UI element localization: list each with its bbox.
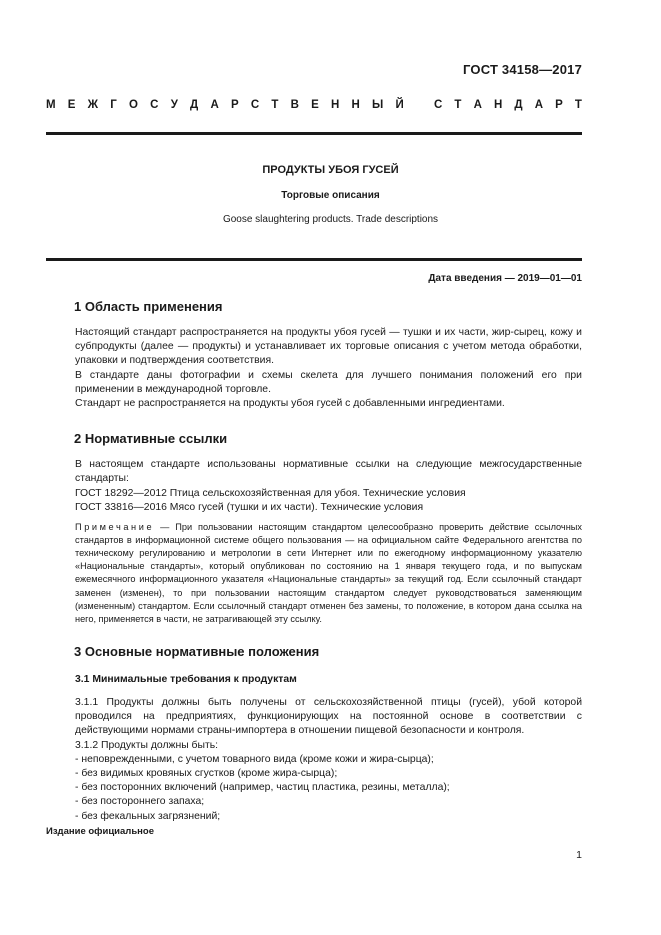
standard-word: С Т А Н Д А Р Т bbox=[434, 99, 582, 111]
introduction-date: Дата введения — 2019—01—01 bbox=[428, 273, 582, 284]
note-label: Примечание bbox=[75, 522, 155, 533]
section-2-paragraph: В настоящем стандарте использованы нормативные ссылки на следующие межгосударственные стандарты: bbox=[75, 459, 582, 485]
requirement-item: - без фекальных загрязнений; bbox=[75, 810, 221, 822]
interstate-standard-banner bbox=[46, 99, 582, 111]
official-publication-label: Издание официальное bbox=[46, 826, 154, 837]
requirement-item: - без видимых кровяных сгустков (кроме жира-сырца); bbox=[75, 768, 338, 779]
normative-reference: ГОСТ 33816—2016 Мясо гусей (тушки и их части). Технические условия bbox=[75, 501, 424, 513]
section-1-heading: 1 Область применения bbox=[74, 299, 223, 314]
document-body bbox=[75, 298, 582, 824]
reference-note bbox=[75, 521, 582, 626]
document-subtitle: Торговые описания bbox=[281, 190, 380, 201]
document-title-english: Goose slaughtering products. Trade descriptions bbox=[222, 214, 439, 225]
document-number: ГОСТ 34158—2017 bbox=[463, 62, 582, 77]
section-2-heading: 2 Нормативные ссылки bbox=[74, 431, 228, 447]
interstate-word: М Е Ж Г О С У Д А Р С Т В Е Н Н Ы Й bbox=[46, 99, 404, 111]
title-rule bbox=[46, 258, 582, 261]
section-3-heading: 3 Основные нормативные положения bbox=[74, 643, 320, 659]
subsection-3-1-heading: 3.1 Минимальные требования к продуктам bbox=[75, 673, 297, 685]
document-title: ПРОДУКТЫ УБОЯ ГУСЕЙ bbox=[262, 164, 399, 176]
requirement-item: - без постороннего запаха; bbox=[75, 796, 205, 808]
clause-3-1-1: 3.1.1 Продукты должны быть получены от сельскохозяйственной птицы (гусей), убой которой проводился на предприятиях, функционирующих на постоянной основе в соответствии с действующими нормами страны-импортера в отношении пищевой безопасности и контроля. bbox=[75, 696, 582, 737]
clause-3-1-2: 3.1.2 Продукты должны быть: bbox=[75, 739, 219, 751]
section-1-paragraph: Настоящий стандарт распространяется на продукты убоя гусей — тушки и их части, жир-сырец, кожу и субпродукты (далее — продукты) и устанавливает их торговые описания с учетом метода обработки, упаковки и подтверждения соответствия. bbox=[75, 327, 582, 367]
note-text: — При пользовании настоящим стандартом целесообразно проверить действие ссылочных стандартов в информационной системе общего пользования — на официальном сайте Федерального агентства по техническому регулированию и метрологии в сети Интернет или по ежегодному информационному указателю «Национальные стандарты», который опубликован по состоянию на 1 января текущего года, и по выпускам ежемесячного информационного указателя «Национальные стандарты» за текущий год. Если ссылочный стандарт заменен (изменен), то при пользовании настоящим стандартом следует руководствоваться заменяющим (измененным) стандартом. Если ссылочный стандарт отменен без замены, то положение, в котором дана ссылка на него, применяется в части, не затрагивающей эту ссылку. bbox=[75, 522, 582, 624]
normative-reference: ГОСТ 18292—2012 Птица сельскохозяйственная для убоя. Технические условия bbox=[75, 487, 466, 499]
requirement-item: - неповрежденными, с учетом товарного вида (кроме кожи и жира-сырца); bbox=[75, 753, 434, 765]
header-rule bbox=[46, 132, 582, 135]
page-number: 1 bbox=[576, 849, 582, 861]
section-1-paragraph: Стандарт не распространяется на продукты убоя гусей с добавленными ингредиентами. bbox=[75, 398, 505, 410]
requirement-item: - без посторонних включений (например, частиц пластика, резины, металла); bbox=[75, 782, 450, 794]
section-1-paragraph: В стандарте даны фотографии и схемы скелета для лучшего понимания положений его при применении в международной торговле. bbox=[75, 369, 582, 395]
